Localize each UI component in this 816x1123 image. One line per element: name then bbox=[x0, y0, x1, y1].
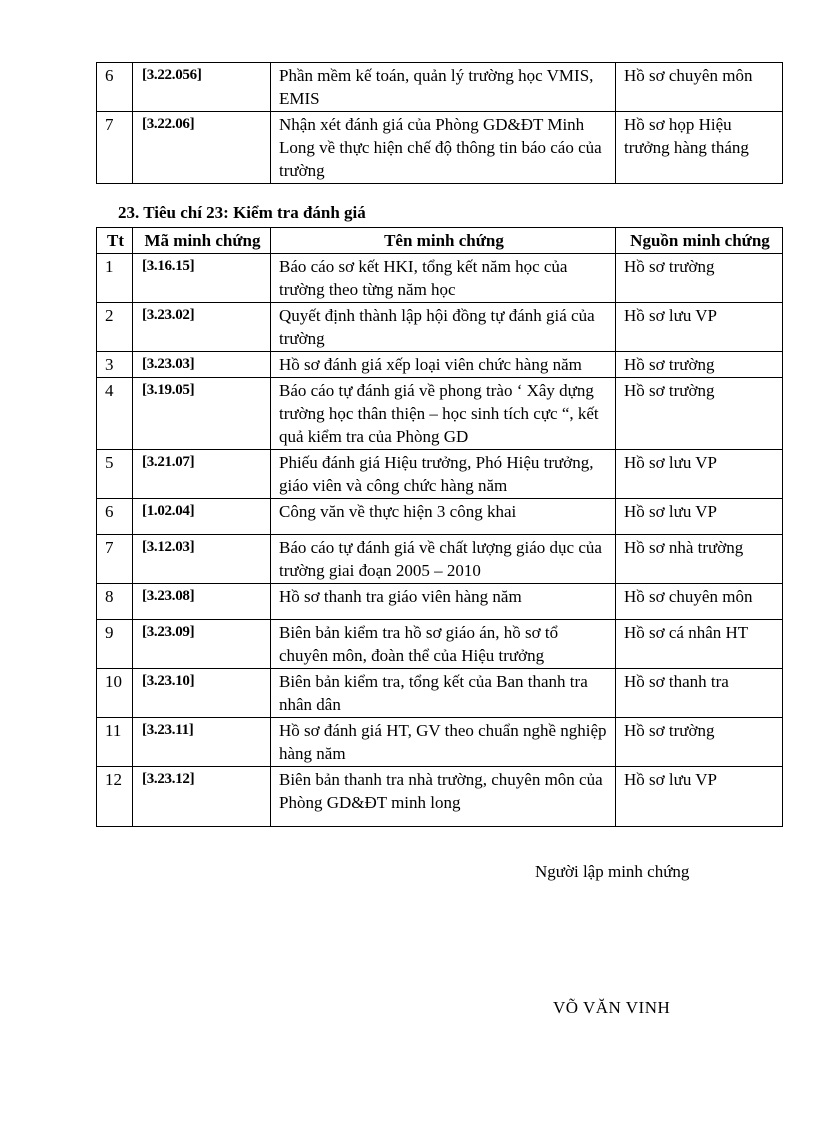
evidence-code: [ 3.23.09 ] bbox=[133, 620, 271, 669]
table-row bbox=[97, 63, 783, 112]
evidence-name: Hồ sơ đánh giá HT, GV theo chuẩn nghề nghiệp hàng năm bbox=[271, 718, 616, 767]
evidence-source: Hồ sơ trường bbox=[616, 254, 783, 303]
table-row bbox=[97, 303, 783, 352]
row-number: 11 bbox=[97, 718, 133, 767]
evidence-name: Hồ sơ thanh tra giáo viên hàng năm bbox=[271, 584, 616, 620]
row-number: 1 bbox=[97, 254, 133, 303]
evidence-name: Biên bản kiểm tra hồ sơ giáo án, hồ sơ tổ chuyên môn, đoàn thể của Hiệu trưởng bbox=[271, 620, 616, 669]
evidence-code: [ 3.23.08 ] bbox=[133, 584, 271, 620]
evidence-table-criterion-23 bbox=[96, 227, 783, 827]
table-row bbox=[97, 352, 783, 378]
evidence-code: [ 3.23.03 ] bbox=[133, 352, 271, 378]
evidence-source: Hồ sơ trường bbox=[616, 352, 783, 378]
evidence-name: Báo cáo sơ kết HKI, tổng kết năm học của trường theo từng năm học bbox=[271, 254, 616, 303]
row-number: 10 bbox=[97, 669, 133, 718]
evidence-code: [ 3.21.07 ] bbox=[133, 450, 271, 499]
evidence-source: Hồ sơ nhà trường bbox=[616, 535, 783, 584]
row-number: 12 bbox=[97, 767, 133, 827]
table-row bbox=[97, 535, 783, 584]
table-row bbox=[97, 620, 783, 669]
table-header-row bbox=[97, 228, 783, 254]
row-number: 8 bbox=[97, 584, 133, 620]
row-number: 6 bbox=[97, 499, 133, 535]
evidence-code: [ 3.23.12 ] bbox=[133, 767, 271, 827]
header-name: Tên minh chứng bbox=[271, 228, 616, 254]
row-number: 4 bbox=[97, 378, 133, 450]
evidence-source: Hồ sơ lưu VP bbox=[616, 303, 783, 352]
row-number: 3 bbox=[97, 352, 133, 378]
table-row bbox=[97, 669, 783, 718]
evidence-code: [ 3.19.05 ] bbox=[133, 378, 271, 450]
table-row bbox=[97, 584, 783, 620]
evidence-source: Hồ sơ chuyên môn bbox=[616, 584, 783, 620]
evidence-table-criterion-22 bbox=[96, 62, 783, 184]
table-row bbox=[97, 378, 783, 450]
evidence-name: Công văn về thực hiện 3 công khai bbox=[271, 499, 616, 535]
evidence-source: Hồ sơ thanh tra bbox=[616, 669, 783, 718]
evidence-name: Phần mềm kế toán, quản lý trường học VMIS, EMIS bbox=[271, 63, 616, 112]
evidence-name: Nhận xét đánh giá của Phòng GD&ĐT Minh Long về thực hiện chế độ thông tin báo cáo của trường bbox=[271, 112, 616, 184]
evidence-code: [ 3.23.02 ] bbox=[133, 303, 271, 352]
evidence-source: Hồ sơ lưu VP bbox=[616, 767, 783, 827]
evidence-code: [ 3.22.06 ] bbox=[133, 112, 271, 184]
evidence-source: Hồ sơ cá nhân HT bbox=[616, 620, 783, 669]
table-row bbox=[97, 718, 783, 767]
signer-name: VÕ VĂN VINH bbox=[553, 998, 671, 1017]
evidence-code: [ 3.23.11 ] bbox=[133, 718, 271, 767]
evidence-source: Hồ sơ lưu VP bbox=[616, 499, 783, 535]
table-row bbox=[97, 499, 783, 535]
evidence-source: Hồ sơ trường bbox=[616, 378, 783, 450]
evidence-name: Hồ sơ đánh giá xếp loại viên chức hàng năm bbox=[271, 352, 616, 378]
evidence-name: Phiếu đánh giá Hiệu trưởng, Phó Hiệu trưởng, giáo viên và công chức hàng năm bbox=[271, 450, 616, 499]
preparer-label: Người lập minh chứng bbox=[535, 862, 690, 881]
evidence-name: Báo cáo tự đánh giá về phong trào ‘ Xây dựng trường học thân thiện – học sinh tích cực “, kết quả kiểm tra của Phòng GD bbox=[271, 378, 616, 450]
evidence-code: [ 3.16.15 ] bbox=[133, 254, 271, 303]
evidence-name: Báo cáo tự đánh giá về chất lượng giáo dục của trường giai đoạn 2005 – 2010 bbox=[271, 535, 616, 584]
evidence-code: [ 3.12.03 ] bbox=[133, 535, 271, 584]
table-row bbox=[97, 767, 783, 827]
header-source: Nguồn minh chứng bbox=[616, 228, 783, 254]
evidence-name: Biên bản kiểm tra, tổng kết của Ban thanh tra nhân dân bbox=[271, 669, 616, 718]
evidence-code: [ 3.22.056 ] bbox=[133, 63, 271, 112]
row-number: 2 bbox=[97, 303, 133, 352]
evidence-name: Biên bản thanh tra nhà trường, chuyên môn của Phòng GD&ĐT minh long bbox=[271, 767, 616, 827]
header-tt: Tt bbox=[97, 228, 133, 254]
row-number: 6 bbox=[97, 63, 133, 112]
row-number: 7 bbox=[97, 112, 133, 184]
table-row bbox=[97, 450, 783, 499]
table-row bbox=[97, 112, 783, 184]
header-code: Mã minh chứng bbox=[133, 228, 271, 254]
row-number: 9 bbox=[97, 620, 133, 669]
evidence-source: Hồ sơ trường bbox=[616, 718, 783, 767]
evidence-code: [ 1.02.04 ] bbox=[133, 499, 271, 535]
evidence-source: Hồ sơ họp Hiệu trưởng hàng tháng bbox=[616, 112, 783, 184]
evidence-code: [ 3.23.10 ] bbox=[133, 669, 271, 718]
evidence-name: Quyết định thành lập hội đồng tự đánh giá của trường bbox=[271, 303, 616, 352]
evidence-source: Hồ sơ lưu VP bbox=[616, 450, 783, 499]
row-number: 5 bbox=[97, 450, 133, 499]
row-number: 7 bbox=[97, 535, 133, 584]
evidence-source: Hồ sơ chuyên môn bbox=[616, 63, 783, 112]
section-heading: 23. Tiêu chí 23: Kiểm tra đánh giá bbox=[118, 203, 366, 222]
table-row bbox=[97, 254, 783, 303]
